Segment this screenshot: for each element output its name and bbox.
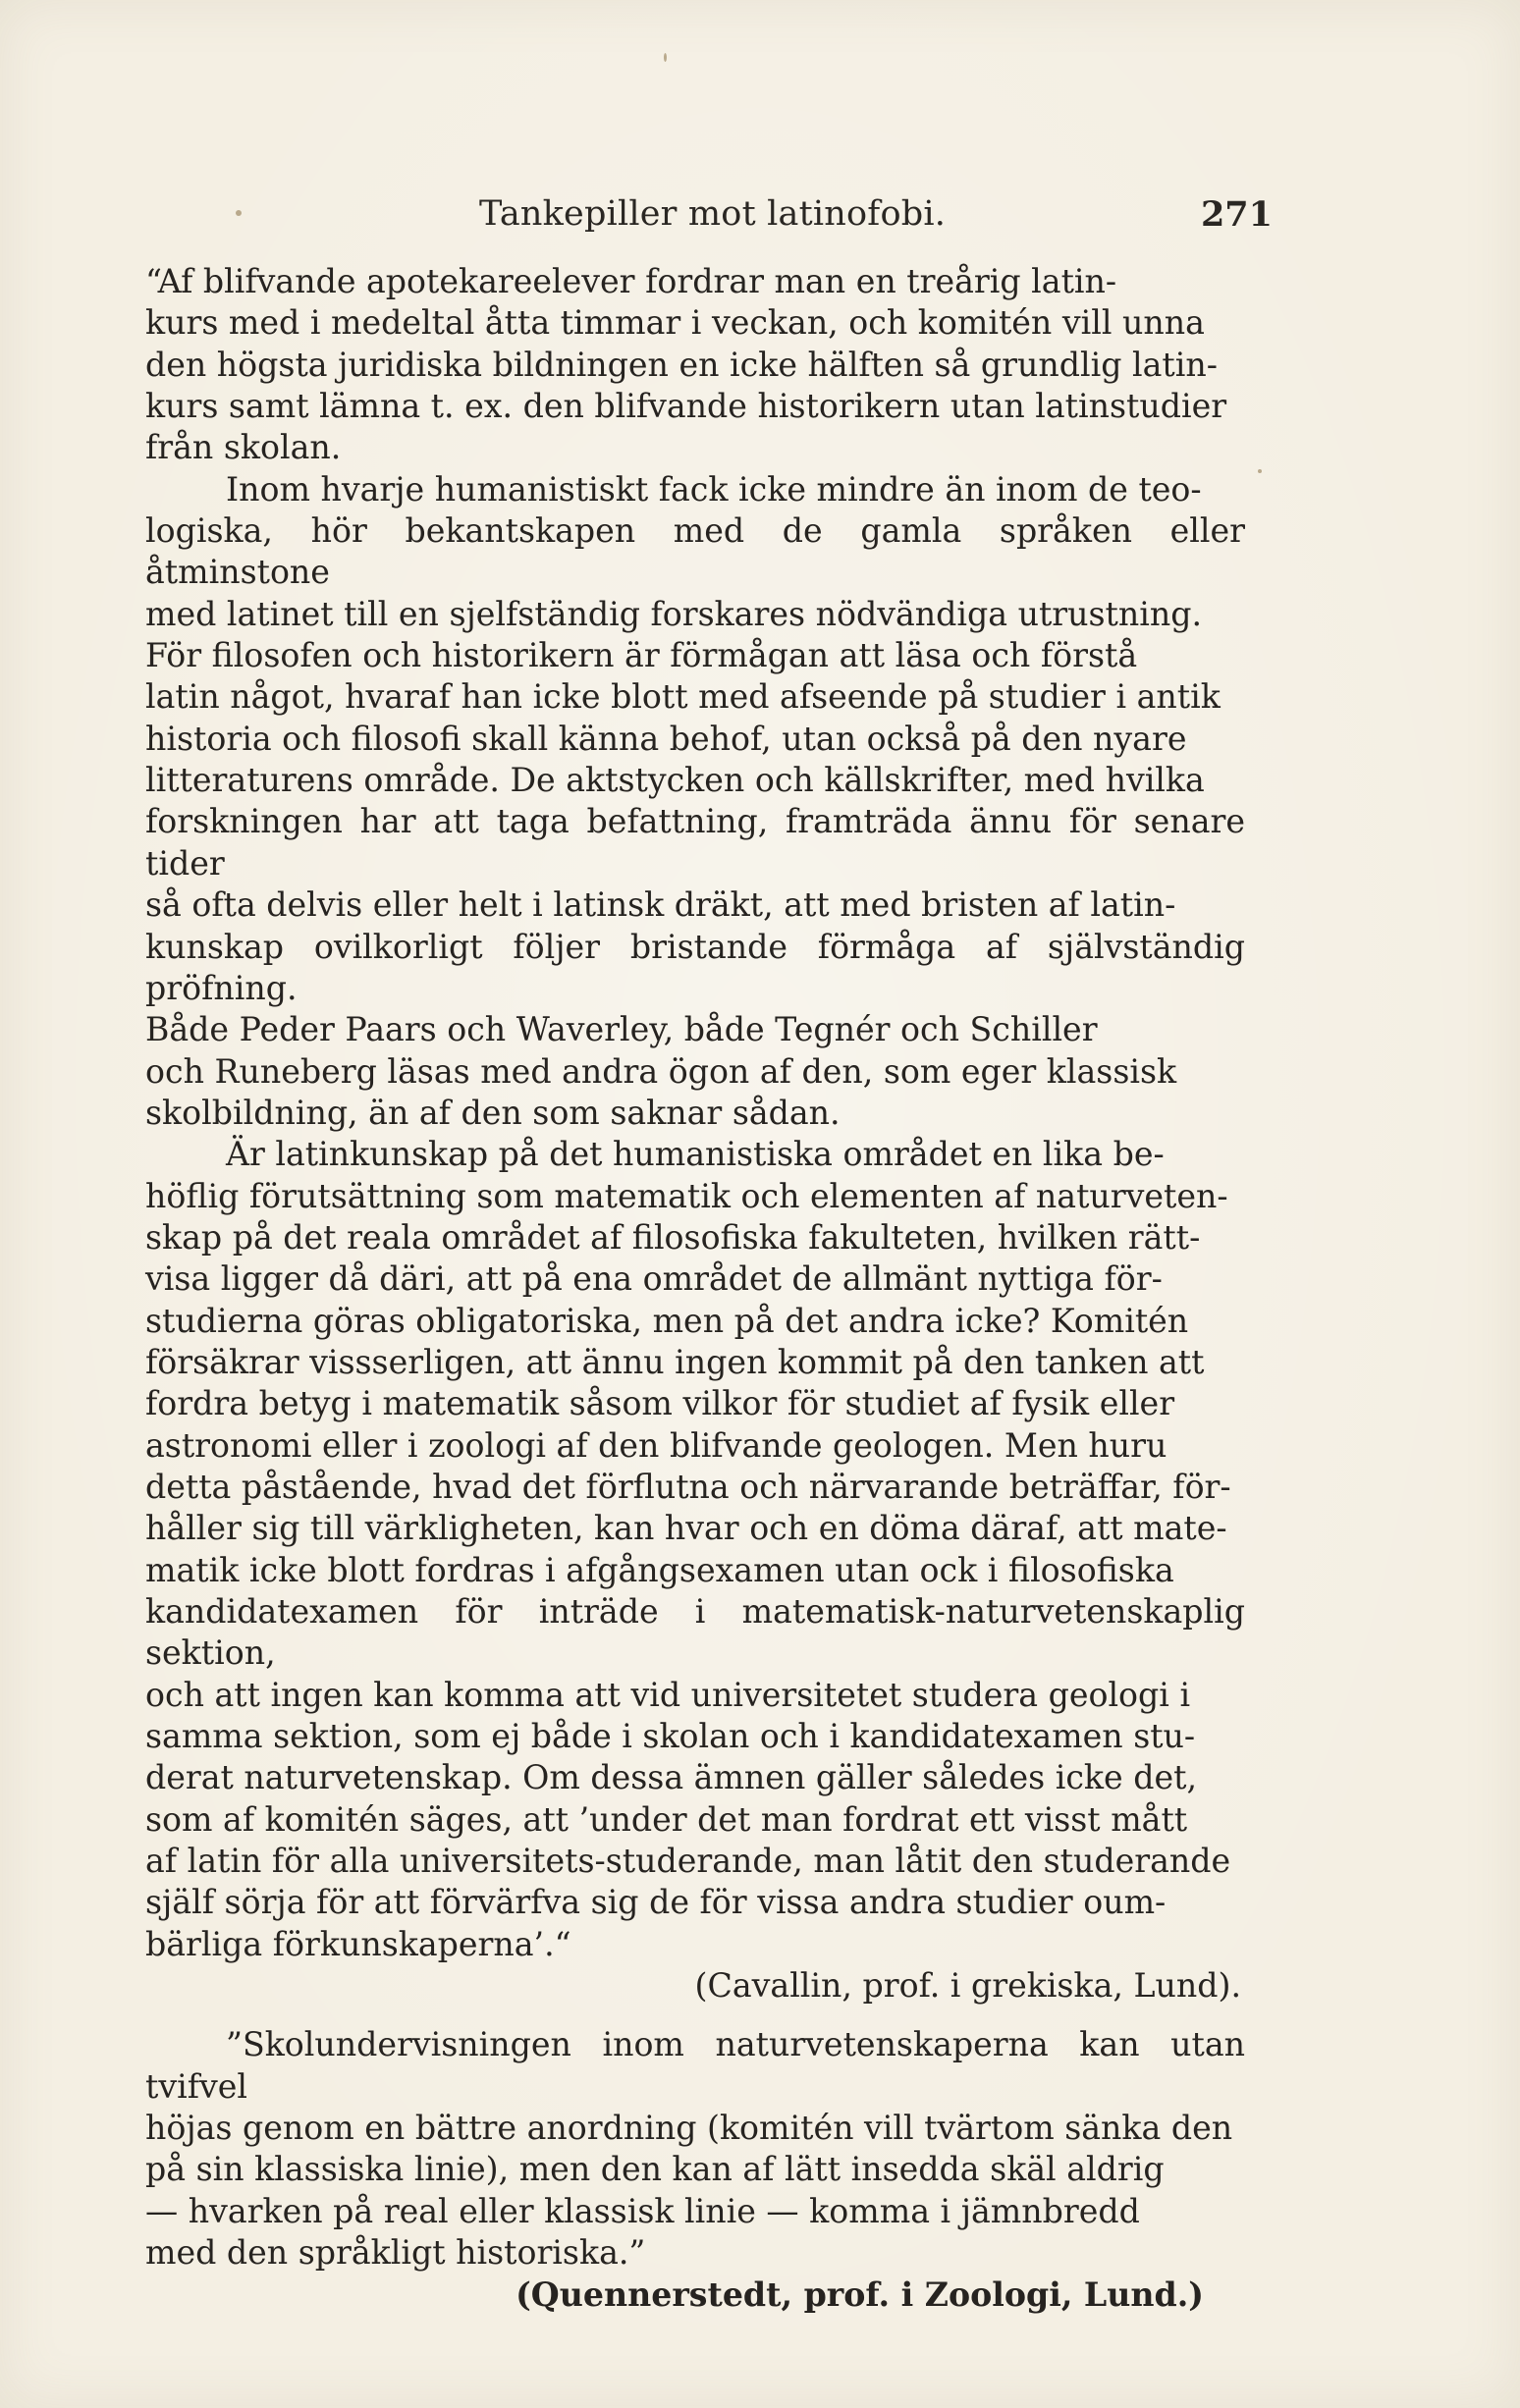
running-title: Tankepiller mot latinofobi. xyxy=(479,194,947,234)
body-text xyxy=(145,261,1245,2316)
page-number: 271 xyxy=(1200,194,1273,235)
paragraph-latin-prerequisite: Är latinkunskap på det humanistiska området en lika be- höflig förutsättning som matematik och elementen af naturveten- skap på det reala området af filosofiska fakulteten, hvilken rätt- visa ligger då däri, att på ena området de allmänt nyttiga för- studierna göras obligatoriska, men på det andra icke? Komitén försäkrar vissserligen, att ännu ingen kommit på den tanken att fordra betyg i matematik såsom vilkor för studiet af fysik eller astronomi eller i zoologi af den blifvande geologen. Men huru detta påstående, hvad det förflutna och närvarande beträffar, för- håller sig till värkligheten, kan hvar och en döma däraf, att mate- matik icke blott fordras i afgångsexamen utan ock i filosofiska kandidatexamen för inträde i matematisk-naturvetenskaplig sektion, och att ingen kan komma att vid universitetet studera geologi i samma sektion, som ej både i skolan och i kandidatexamen stu- derat naturvetenskap. Om dessa ämnen gäller således icke det, som af komitén säges, att ’under det man fordrat ett visst mått af latin för alla universitets-studerande, man låtit den studerande själf sörja för att förvärfva sig de för vissa andra studier oum- bärliga förkunskaperna’.“ xyxy=(145,1135,1245,1963)
attribution-cavallin: (Cavallin, prof. i grekiska, Lund). xyxy=(694,1966,1241,2006)
paper-speck xyxy=(1258,469,1262,473)
paper-speck xyxy=(664,53,667,62)
paragraph-quennerstedt-quote: ”Skolundervisningen inom naturvetenskaperna kan utan tvifvel höjas genom en bättre anordning (komitén vill tvärtom sänka den på sin klassiska linie), men den kan af lätt insedda skäl aldrig — hvarken på real eller klassisk linie — komma i jämnbredd med den språkligt historiska.” xyxy=(145,2025,1245,2273)
page-header xyxy=(202,194,1273,253)
paragraph-humanistic-fields: Inom hvarje humanistiskt fack icke mindre än inom de teo- logiska, hör bekantskapen med de gamla språken eller åtminstone med latinet till en sjelfständig forskares nödvändiga utrustning. För filosofen och historikern är förmågan att läsa och förstå latin något, hvaraf han icke blott med afseende på studier i antik historia och filosofi skall känna behof, utan också på den nyare litteraturens område. De aktstycken och källskrifter, med hvilka forskningen har att taga befattning, framträda ännu för senare tider så ofta delvis eller helt i latinsk dräkt, att med bristen af latin- kunskap ovilkorligt följer bristande förmåga af självständig pröfning. Både Peder Paars och Waverley, både Tegnér och Schiller och Runeberg läsas med andra ögon af den, som eger klassisk skolbildning, än af den som saknar sådan. xyxy=(145,469,1245,1132)
paper-speck xyxy=(236,210,242,216)
attribution-quennerstedt: (Quennerstedt, prof. i Zoologi, Lund.) xyxy=(516,2274,1204,2314)
paragraph-quote-intro: “Af blifvande apotekareelever fordrar man en treårig latin- kurs med i medeltal åtta timmar i veckan, och komitén vill unna den högsta juridiska bildningen en icke hälften så grundlig latin- kurs samt lämna t. ex. den blifvande historikern utan latinstudier från skolan. xyxy=(145,262,1227,467)
section-gap xyxy=(145,2007,1245,2024)
